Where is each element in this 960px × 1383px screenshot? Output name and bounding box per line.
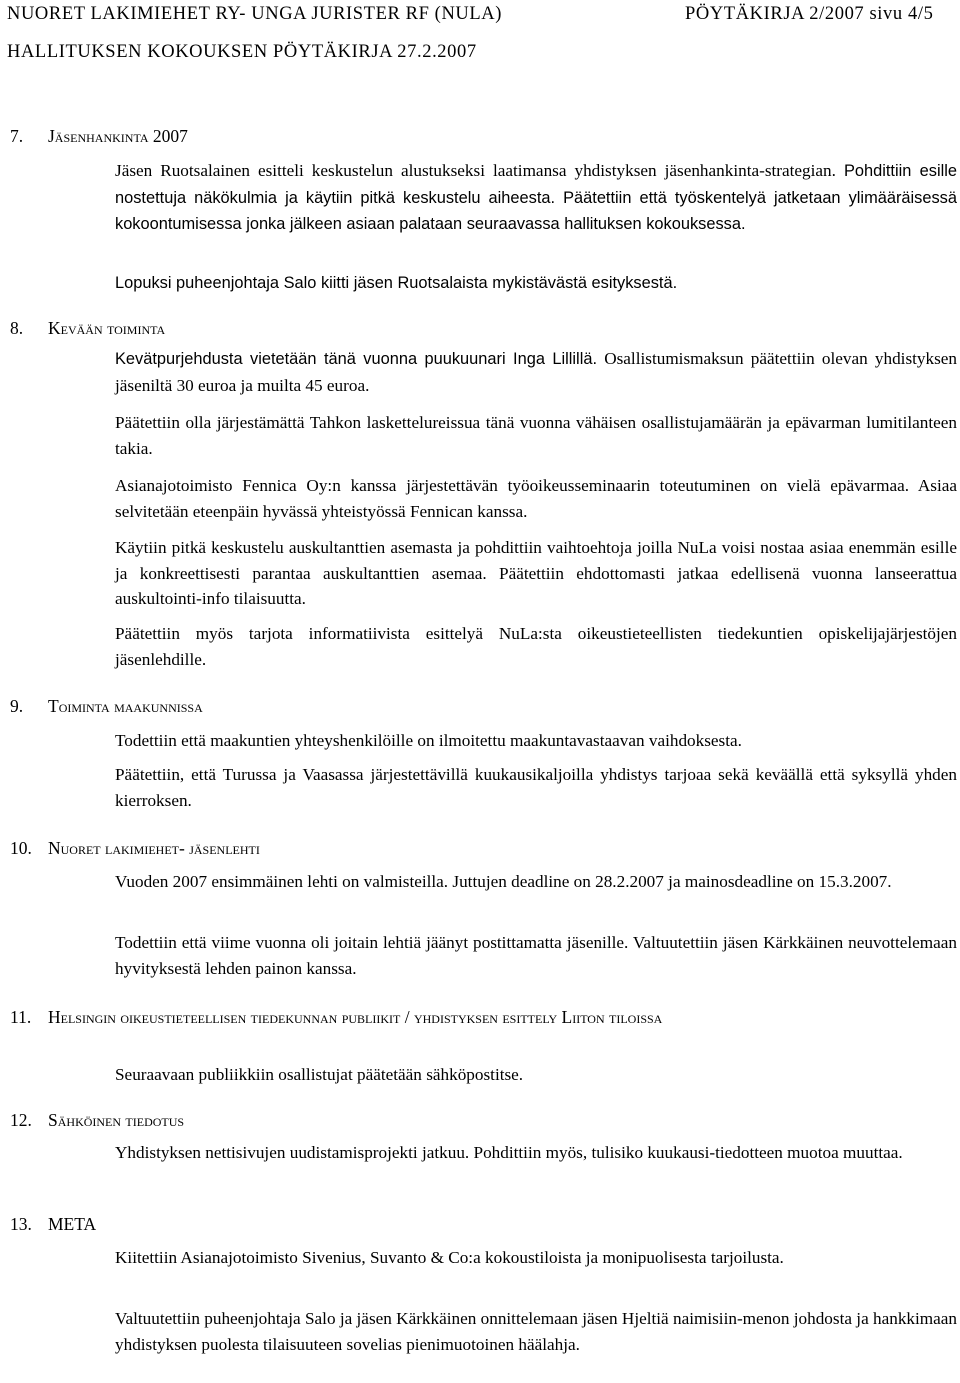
section-8-heading: 8. Kevään toiminta [10, 318, 166, 338]
section-12-paragraph-1: Yhdistyksen nettisivujen uudistamisprojekti jatkuu. Pohdittiin myös, tulisiko kuukausi-tiedotteen muotoa muuttaa. [115, 1143, 903, 1162]
section-11-heading: 11. Helsingin oikeustieteellisen tiedekunnan publiikit / yhdistyksen esittely Liiton tiloissa [10, 1007, 663, 1027]
section-7-heading: 7. Jäsenhankinta 2007 [10, 126, 188, 146]
section-8-paragraph-3: Asianajotoimisto Fennica Oy:n kanssa järjestettävän työoikeusseminaarin toteutuminen on vielä epävarmaa. Asiaa selvitetään eteenpäin hyvässä yhteistyössä Fennican kanssa. [115, 476, 957, 521]
page-header [7, 4, 953, 25]
page-reference: PÖYTÄKIRJA 2/2007 sivu 4/5 [685, 4, 934, 24]
section-10-heading: 10. Nuoret lakimiehet- jäsenlehti [10, 838, 260, 858]
section-13-paragraph-2: Valtuutettiin puheenjohtaja Salo ja jäsen Kärkkäinen onnittelemaan jäsen Hjeltiä naimisiin-menon johdosta ja hankkimaan yhdistyksen puolesta tilaisuuteen sovelias pienimuotoinen häälahja. [115, 1309, 957, 1354]
section-7-paragraph-2: Lopuksi puheenjohtaja Salo kiitti jäsen Ruotsalaista mykistävästä esityksestä. [115, 274, 678, 292]
section-11-paragraph-1: Seuraavaan publiikkiin osallistujat päätetään sähköpostitse. [115, 1065, 524, 1084]
section-10-paragraph-2: Todettiin että viime vuonna oli joitain lehtiä jäänyt postittamatta jäsenille. Valtuutettiin jäsen Kärkkäinen neuvottelemaan hyvityksestä lehden painon kanssa. [115, 933, 957, 978]
section-9-heading: 9. Toiminta maakunnissa [10, 696, 203, 716]
organization-name: NUORET LAKIMIEHET RY- UNGA JURISTER RF (NULA) [7, 4, 502, 24]
section-8-paragraph-1: Kevätpurjehdusta vietetään tänä vuonna puukuunari Inga Lillillä. Osallistumismaksun päätettiin olevan yhdistyksen jäseniltä 30 euroa ja muilta 45 euroa. [115, 349, 958, 395]
document-title: HALLITUKSEN KOKOUKSEN PÖYTÄKIRJA 27.2.2007 [7, 42, 477, 62]
section-10-paragraph-1: Vuoden 2007 ensimmäinen lehti on valmisteilla. Juttujen deadline on 28.2.2007 ja mainosdeadline on 15.3.2007. [115, 872, 892, 891]
section-9-paragraph-1: Todettiin että maakuntien yhteyshenkilöille on ilmoitettu maakuntavastaavan vaihdoksesta. [115, 731, 742, 750]
section-12-heading: 12. Sähköinen tiedotus [10, 1110, 185, 1130]
section-8-paragraph-4: Käytiin pitkä keskustelu auskultanttien asemasta ja pohdittiin vaihtoehtoja joilla NuLa voisi nostaa asiaa enemmän esille ja konkreettisesti parantaa auskultanttien asemaa. Päätettiin ehdottomasti jatkaa edellisenä vuonna lanseerattua auskultointi-info tilaisuutta. [115, 538, 957, 609]
section-8-paragraph-2: Päätettiin olla järjestämättä Tahkon laskettelureissua tänä vuonna vähäisen osallistujamäärän ja epävarman lumitilanteen takia. [115, 413, 957, 458]
section-7-paragraph-1: Jäsen Ruotsalainen esitteli keskustelun alustukseksi laatimansa yhdistyksen jäsenhankinta-strategian. Pohdittiin esille nostettuja näkökulmia ja käytiin pitkä keskustelu aiheesta. Päätettiin että työskentelyä jatketaan ylimääräisessä kokoontumisessa jonka jälkeen asiaan palataan seuraavassa hallituksen kokouksessa. [115, 161, 957, 234]
section-13-paragraph-1: Kiitettiin Asianajotoimisto Sivenius, Suvanto & Co:a kokoustiloista ja monipuolisesta tarjoilusta. [115, 1248, 784, 1267]
section-8-paragraph-5: Päätettiin myös tarjota informatiivista esittelyä NuLa:sta oikeustieteellisten tiedekuntien opiskelijajärjestöjen jäsenlehdille. [115, 624, 957, 669]
section-9-paragraph-2: Päätettiin, että Turussa ja Vaasassa järjestettävillä kuukausikaljoilla yhdistys tarjoaa sekä keväällä että syksyllä yhden kierroksen. [115, 765, 957, 810]
section-13-heading: 13. META [10, 1214, 97, 1234]
